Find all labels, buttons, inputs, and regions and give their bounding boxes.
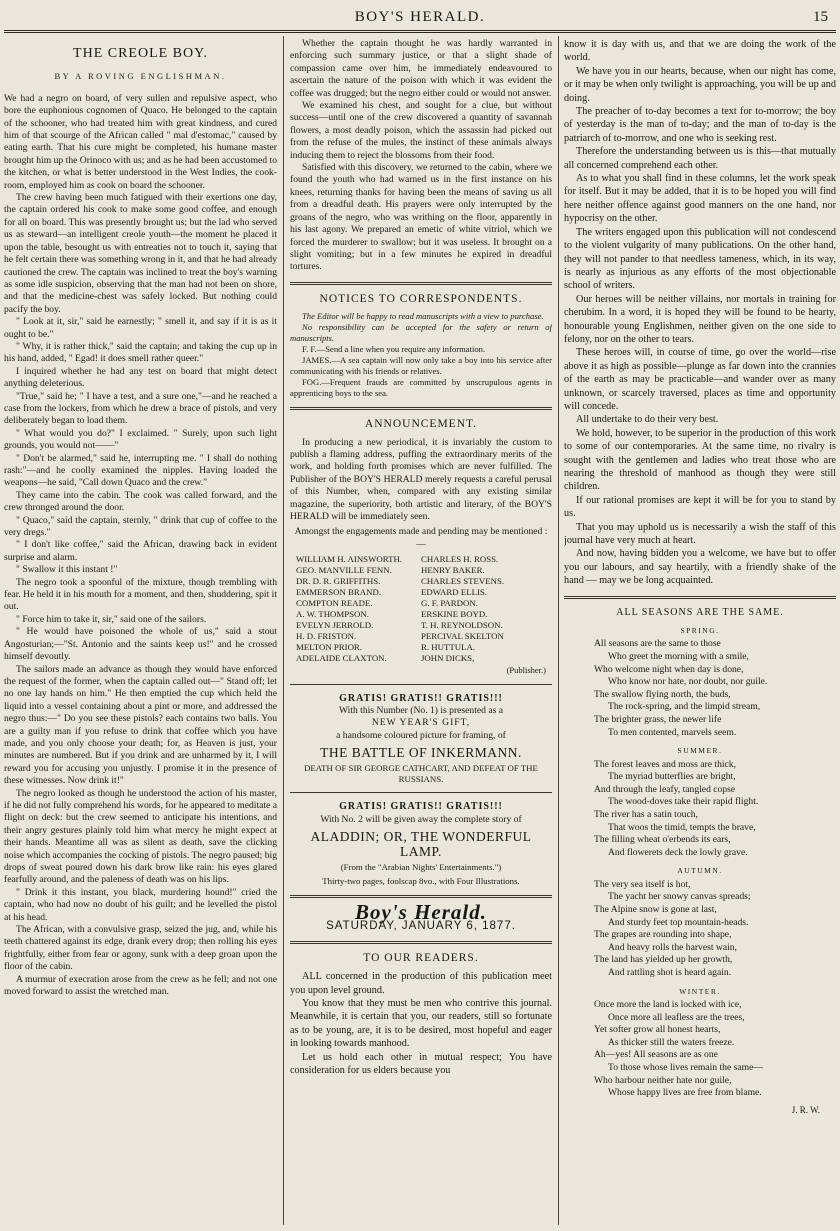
publisher-note: (Publisher.)	[506, 665, 546, 676]
story-paragraph: "True," said he; " I have a test, and a sure one,"—and he reached a case from the lockers, from which he drew a brace of pistols, and very deliberately began to load them.	[4, 390, 277, 427]
gratis-heading: GRATIS! GRATIS!! GRATIS!!!	[339, 801, 503, 813]
poem-line: Once more the land is locked with ice,	[594, 998, 742, 1010]
story-paragraph: " Look at it, sir," said he earnestly; " smell it, and say if it is as it ought to be."	[4, 316, 277, 340]
readers-paragraph: The preacher of to-day becomes a text for to-morrow; the boy of yesterday is the man of to-day; and the man of to-day is the patriarch of to-morrow, and one who is seeking rest.	[564, 106, 836, 144]
contributor-name: R. HUTTULA.	[421, 642, 475, 653]
gratis-line: NEW YEAR'S GIFT,	[371, 717, 471, 729]
contributor-name: COMPTON READE.	[296, 598, 373, 609]
poem-line: The land has yielded up her growth,	[594, 954, 733, 966]
readers-paragraph: The writers engaged upon this publication will not condescend to the violent vulgarity of many publications. On the other hand, they will not pander to that needless tameness, which, in its way, is nearly as injurious as any efforts of the most objectionable school of writers.	[564, 226, 836, 292]
poem-stanza	[564, 879, 836, 980]
story-paragraph: " He would have poisoned the whole of us," said a stout Angosturian;—"St. Antonio and the saints keep us!" and he crossed himself devoutly.	[4, 626, 277, 663]
contributor-name: ERSKINE BOYD.	[421, 609, 488, 620]
story-body	[4, 93, 277, 999]
poem-line: Who harbour neither hate nor guile,	[594, 1074, 732, 1086]
poem-line: The Alpine snow is gone at last,	[594, 903, 717, 915]
readers-paragraph: All undertake to do their very best.	[576, 414, 719, 426]
column-2	[290, 38, 552, 1224]
masthead: Boy's Herald.	[355, 900, 487, 925]
gratis-title: ALADDIN; OR, THE WONDERFUL LAMP.	[310, 829, 532, 860]
section-rule	[564, 596, 836, 599]
gratis-title: THE BATTLE OF INKERMANN.	[320, 745, 522, 761]
column-1	[4, 38, 277, 1224]
story-paragraph: " Force him to take it, sir," said one of the sailors.	[16, 613, 207, 625]
gratis-heading: GRATIS! GRATIS!! GRATIS!!!	[339, 692, 503, 704]
story-title: THE CREOLE BOY.	[73, 46, 208, 61]
story-paragraph: The sailors made an advance as though they would have enforced the request of the former, when the captain called out—" Stand off; let no one lay hands on him." He then emptied the cup which held the liquid into a vessel containing about a pint or more, and addressed the negro thus:—" Do you see these pistols? each contains two balls. You are a guilty man if you refuse to drink that coffee which you have made, and you only choose your death; for, as Heaven is just, your minutes are numbered. But if you drink and are unharmed by it, I will reward you for accusing you unjustly. I promise it in the presence of these witnesses. Now drink it!"	[4, 663, 277, 787]
poem-line: And rattling shot is heard again.	[608, 966, 732, 978]
contributor-name: DR. D. R. GRIFFITHS.	[296, 576, 381, 587]
column-divider-2	[558, 36, 559, 1225]
story-continued-paragraph: We examined his chest, and sought for a clue, but without success—until one of the crew discovered a quantity of savannah flowers, a most deadly poison, which the assassin had picked out from the refuse of the mules, the instinct of these animals always inducing them to reject the blossoms from their food.	[290, 100, 552, 161]
poem-line: Who greet the morning with a smile,	[608, 651, 749, 663]
readers-paragraph: If our rational promises are kept it will be for you to stand by us.	[564, 494, 836, 520]
poem-stanza	[564, 759, 836, 860]
poem-line: Who know nor hate, nor doubt, nor guile.	[608, 676, 768, 688]
contributor-name: CHARLES H. ROSS.	[421, 554, 499, 565]
poem-line: Whose happy lives are free from blame.	[608, 1087, 762, 1099]
poem-line: All seasons are the same to those	[594, 638, 721, 650]
contributor-name: PERCIVAL SKELTON	[421, 631, 504, 642]
poem-season-heading: AUTUMN.	[677, 866, 723, 876]
story-paragraph: " Drink it this instant, you black, murdering hound!" cried the captain, who had now no doubt of his guilt; and he levelled the pistol at his head.	[4, 886, 277, 923]
story-paragraph: They came into the cabin. The cook was called forward, and the crew thronged around the door.	[4, 489, 277, 514]
readers-paragraph: ALL concerned in the production of this publication meet you upon level ground.	[290, 971, 552, 996]
poem-line: The river has a satin touch,	[594, 809, 698, 820]
story-paragraph: The crew having been much fatigued with their exertions one day, the captain ordered his cook to make some good coffee, and enough for all on board. This was presently brought us; but the lad who served us as steward—an intelligent creole youth—the moment he placed it upon the table, besought us with entreaties not to touch it, saying that he felt certain there was something wrong in it, and that he had already cautioned the crew. The captain was inclined to treat the boy's warning as some idle suspicion, observing that the man had not been on shore, and that the medicine-chest was safely locked. But nothing could pacify the boy.	[4, 192, 277, 315]
section-rule	[290, 792, 552, 793]
section-rule	[290, 407, 552, 410]
poem-line: The filling wheat o'erbends its ears,	[594, 834, 731, 846]
story-paragraph: The negro took a spoonful of the mixture, though trembling with fear. He held it in his mouth for a moment, and then, shuddering, spit it out.	[4, 576, 277, 613]
gratis-line: a handsome coloured picture for framing, of	[336, 729, 506, 741]
readers-paragraph: And now, having bidden you a welcome, we have but to offer you our labours, and say heartily, with a friendly shake of the hand — may we be long acquainted.	[564, 548, 836, 587]
section-rule	[290, 941, 552, 944]
contributor-name: ADELAIDE CLAXTON.	[296, 653, 387, 664]
header-rule	[4, 30, 836, 33]
announcement-mentioned: Amongst the engagements made and pending may be mentioned :—	[294, 526, 548, 550]
readers-heading: TO OUR READERS.	[363, 951, 479, 964]
poem-season-heading: WINTER.	[679, 986, 721, 996]
poem-line: Ah—yes! All seasons are as one	[594, 1049, 718, 1061]
story-paragraph: " What would you do?" I exclaimed. " Surely, upon such light grounds, you would not——"	[4, 427, 277, 452]
gratis-source: (From the "Arabian Nights' Entertainments.")	[340, 862, 502, 873]
story-paragraph: " Swallow it this instant !"	[16, 564, 118, 576]
poem-line: The wood-doves take their rapid flight.	[608, 796, 759, 808]
poem-line: The forest leaves and moss are thick,	[594, 758, 736, 770]
gratis-line: With No. 2 will be given away the complete story of	[320, 813, 522, 825]
contributor-column-right	[421, 554, 546, 664]
page-number: 15	[813, 9, 828, 25]
readers-paragraph: You know that they must be men who contrive this journal. Meanwhile, it is certain that you, our readers, still so fortunate as to be young, are, it is to be desired, most hopeful and eager in looking towards manhood.	[290, 998, 552, 1050]
readers-paragraph: know it is day with us, and that we are doing the work of the world.	[564, 39, 836, 64]
poem-season-heading: SUMMER.	[677, 746, 723, 756]
poem-line: The very sea itself is hot,	[594, 878, 691, 890]
gratis-subtitle: DEATH OF SIR GEORGE CATHCART, AND DEFEAT OF THE RUSSIANS.	[304, 763, 538, 785]
poem-line: And flowerets deck the lowly grave.	[608, 846, 748, 858]
story-paragraph: The negro looked as though he understood the action of his master, if he did not fully comprehend his words, for he appeared to meditate a flight on deck: but the crew seemed to anticipate his intentions, and their angry gestures plainly told him what mercy he might expect at their hands. Meantime all was as silent as death, save the clicking noise which accompanies the cocking of pistols. The negro paused; big drops of sweat poured down his dark brow like rain: his eyes glared fearfully around, and the paleness of death was on his lips.	[4, 787, 277, 886]
story-continued-paragraph: Satisfied with this discovery, we returned to the cabin, where we found the youth who had warned us in the first instance on his knees, returning thanks for having been the means of saving us all from a dreadful death. His prayers were only interrupted by the groans of the negro, who was writhing on the floor, apparently in his last agony. We prepared an emetic of white vitriol, which we forced the murderer to swallow; but it was useless. It brought on a slight vomiting; but in a few minutes he expired in dreadful tortures.	[290, 162, 552, 273]
story-paragraph: " Quaco," said the captain, sternly, " drink that cup of coffee to the very dregs."	[4, 514, 277, 539]
readers-paragraph: That you may uphold us is necessarily a wish the staff of this journal have very much at heart.	[564, 521, 836, 547]
readers-paragraph: Our heroes will be neither villains, nor mortals in training for cherubim. In a word, it is hoped they will be found to be hearty, honourable young Englishmen, neither given on the one side to felony, nor on the other to tears.	[564, 293, 836, 345]
notice-line: No responsibility can be accepted for the safety or return of manuscripts.	[290, 322, 552, 344]
poem-line: And through the leafy, tangled copse	[594, 783, 736, 795]
story-paragraph: We had a negro on board, of very sullen and repulsive aspect, who bore the euphonious cognomen of Quaco. He belonged to the captain of the schooner, who had treated him with great kindness, and cured him of that scourge of the African called " mal d'estomac," caused by eating earth. That his cure might be completed, his humane master brought him up the Orinoco with us; and as he had been accustomed to the kitchen, or what is better understood in the West Indies, the cook-room, employed him as cook on board the schooner.	[4, 92, 277, 191]
contributor-list	[290, 554, 552, 664]
story-byline: BY A ROVING ENGLISHMAN.	[54, 71, 227, 82]
poem-title: ALL SEASONS ARE THE SAME.	[616, 606, 784, 618]
poem-line: To those whose lives remain the same—	[608, 1061, 763, 1073]
contributor-name: WILLIAM H. AINSWORTH.	[296, 554, 402, 565]
contributor-name: T. H. REYNOLDSON.	[421, 620, 503, 631]
story-paragraph: " Don't be alarmed," said he, interrupting me. " I shall do nothing rash:"—and he coolly examined the nipples. Having loaded the weapons—he said, "Call down Quaco and the crew."	[4, 452, 277, 489]
poem-stanza	[564, 999, 836, 1100]
story-paragraph: " Why, it is rather thick," said the captain; and taking the cup up in his hand, added, " Egad! it does smell rather queer."	[4, 340, 277, 365]
section-rule	[290, 895, 552, 898]
notice-line: The Editor will be happy to read manuscripts with a view to purchase.	[302, 311, 544, 322]
poem-line: That woos the timid, tempts the brave,	[608, 821, 756, 833]
poem-body	[564, 625, 836, 1100]
notice-line: F. F.—Send a line when you require any information.	[302, 344, 486, 355]
poem-line: Once more all leafless are the trees,	[608, 1011, 745, 1023]
poem-line: The myriad butterflies are bright,	[608, 771, 736, 783]
poem-line: As thicker still the waters freeze.	[608, 1036, 735, 1048]
page-header	[0, 4, 840, 30]
poem-signature: J. R. W.	[791, 1104, 820, 1115]
contributor-name: JOHN DICKS,	[421, 653, 475, 664]
contributor-name: HENRY BAKER.	[421, 565, 485, 576]
poem-line: To men contented, marvels seem.	[608, 726, 737, 738]
readers-paragraph: We hold, however, to be superior in the production of this work to some of our contemporaries. At the same time, no rivalry is sought with the gentlemen and ladies who treat those who are nearing the threshold of manhood as though they were still children.	[564, 427, 836, 493]
poem-line: The brighter grass, the newer life	[594, 714, 722, 726]
contributor-name: H. D. FRISTON.	[296, 631, 357, 642]
contributor-name: G. F. PARDON.	[421, 598, 478, 609]
contributor-name: A. W. THOMPSON.	[296, 609, 369, 620]
gratis-line: With this Number (No. 1) is presented as a	[338, 705, 503, 716]
contributor-name: MELTON PRIOR.	[296, 642, 362, 653]
column-3	[564, 38, 836, 1224]
poem-stanza	[564, 638, 836, 739]
readers-paragraph: Therefore the understanding between us is this—that mutually all concerned comprehend each other.	[564, 146, 836, 171]
gratis-pages: Thirty-two pages, foolscap 8vo., with Four Illustrations.	[322, 876, 520, 887]
notice-line: JAMES.—A sea captain will now only take a boy into his service after communicating with his friends or relatives.	[290, 355, 552, 377]
story-continued-paragraph: Whether the captain thought he was hardly warranted in enforcing such summary justice, or that a slight shade of compassion came over him, he immediately endeavoured to ascertain the nature of the poison with which it was evident the coffee was drugged; but the negro either could or would not answer.	[290, 38, 552, 99]
poem-line: Yet softer grow all honest hearts,	[594, 1024, 721, 1036]
poem-line: Who welcome night when day is done,	[594, 663, 744, 675]
poem-line: And sturdy feet top mountain-heads.	[608, 916, 749, 928]
contributor-name: CHARLES STEVENS.	[421, 576, 505, 587]
issue-date: SATURDAY, JANUARY 6, 1877.	[326, 920, 516, 933]
section-rule	[290, 282, 552, 285]
contributor-name: GEO. MANVILLE FENN.	[296, 565, 392, 576]
poem-line: The rock-spring, and the limpid stream,	[608, 701, 761, 713]
poem-season-heading: SPRING.	[680, 626, 720, 636]
poem-line: The grapes are rounding into shape,	[594, 929, 732, 941]
story-paragraph: I inquired whether he had any test on board that might detect anything deleterious.	[4, 365, 277, 390]
announcement-heading: ANNOUNCEMENT.	[364, 418, 478, 431]
contributor-name: EMMERSON BRAND.	[296, 587, 382, 598]
poem-line: And heavy rolls the harvest wain,	[608, 941, 737, 953]
contributor-column-left	[296, 554, 421, 664]
contributor-name: EDWARD ELLIS.	[421, 587, 487, 598]
announcement-body: In producing a new periodical, it is invariably the custom to publish a flaming address, puffing the extraordinary merits of the work, and holding forth promises which are never fulfilled. The Publisher of the BOY'S HERALD merely requests a careful perusal of this Number, when, compared with any existing similar magazine, the superiority, both artistic and literary, of the BOY'S HERALD will be immediately seen.	[290, 436, 552, 522]
notice-line: FOG.—Frequent frauds are committed by unscrupulous agents in apprenticing boys to the sea.	[290, 377, 552, 399]
poem-line: The swallow flying north, the buds,	[594, 688, 731, 700]
contributor-name: EVELYN JERROLD.	[296, 620, 374, 631]
poem-line: The yacht her snowy canvas spreads;	[608, 891, 751, 903]
readers-paragraph: These heroes will, in course of time, go over the world—rise above it as high as possible—plunge as far down into the crannies of the earth as may be practicable—and wander over as many unknown, or scarcely traversed, places as time and opportunity will concede.	[564, 347, 836, 412]
story-paragraph: The African, with a convulsive grasp, seized the jug, and, while his teeth chattered against its edge, drank every drop; then rolling his eyes frightfully, either from fear or agony, sunk with a deep groan upon the floor of the cabin.	[4, 924, 277, 973]
column-divider-1	[283, 36, 284, 1225]
readers-paragraph: Let us hold each other in mutual respect; You have consideration for us elders because you	[290, 1051, 552, 1077]
story-paragraph: A murmur of execration arose from the crew as he fell; and not one moved forward to assist the wretched man.	[4, 973, 277, 998]
readers-paragraph: As to what you shall find in these columns, let the work speak for itself. But it may be added, that it is to be hoped you will find here neither offence against good manners on the one hand, nor hypocrisy on the other.	[564, 173, 836, 225]
running-title: BOY'S HERALD.	[354, 9, 486, 25]
section-rule	[290, 684, 552, 685]
notices-heading: NOTICES TO CORRESPONDENTS.	[319, 292, 523, 305]
readers-paragraph: We have you in our hearts, because, when our night has come, or it may be when only twilight is approaching, you will be up and doing.	[564, 65, 836, 104]
story-paragraph: " I don't like coffee," said the African, drawing back in evident surprise and alarm.	[4, 539, 277, 563]
